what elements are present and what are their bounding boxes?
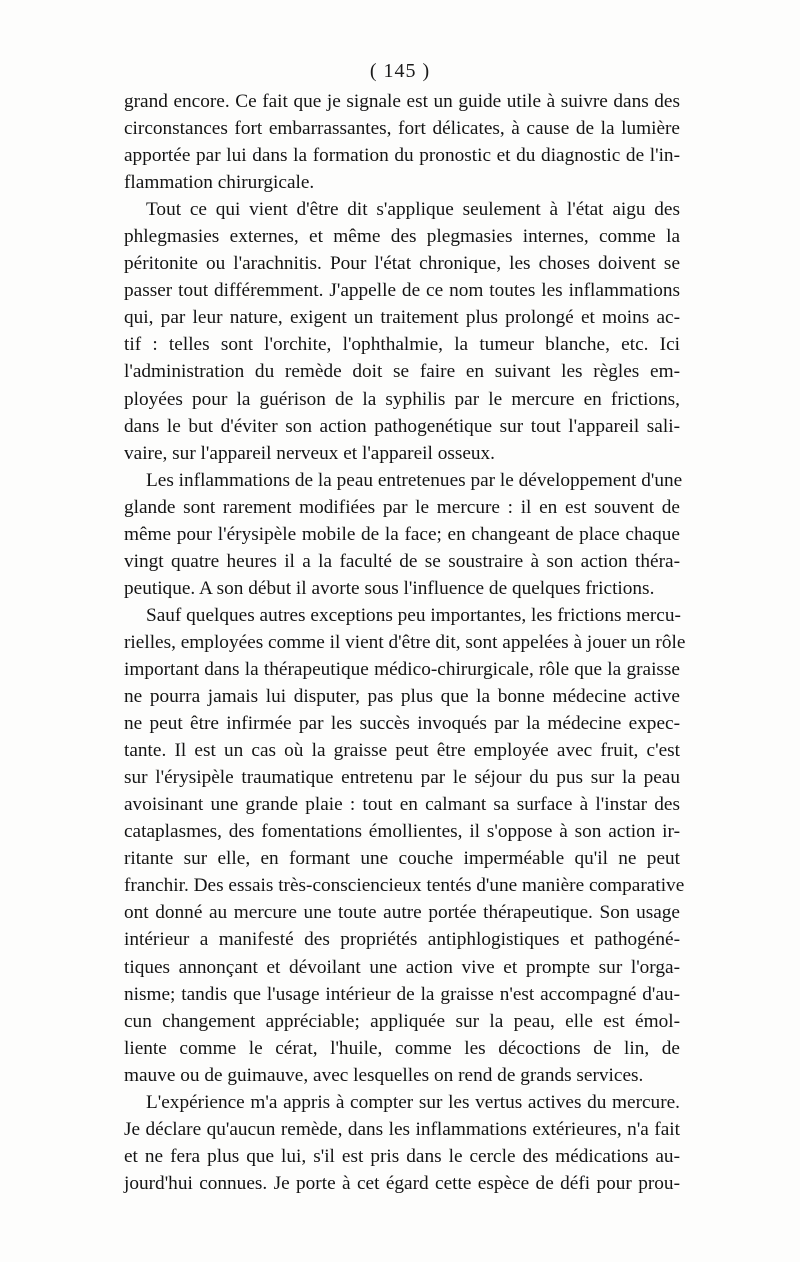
- text-line: Je déclare qu'aucun remède, dans les inflammations extérieures, n'a fait: [124, 1118, 680, 1140]
- text-line: nisme; tandis que l'usage intérieur de la graisse n'est accompagné d'au-: [124, 983, 680, 1005]
- page-number: ( 145 ): [369, 60, 431, 82]
- text-line: tif : telles sont l'orchite, l'ophthalmie, la tumeur blanche, etc. Ici: [124, 334, 680, 356]
- text-line: ne peut être infirmée par les succès invoqués par la médecine expec-: [124, 713, 680, 735]
- text-line: glande sont rarement modifiées par le mercure : il en est souvent de: [124, 496, 680, 518]
- text-line: qui, par leur nature, exigent un traitement plus prolongé et moins ac-: [124, 307, 680, 329]
- text-line: apportée par lui dans la formation du pronostic et du diagnostic de l'in-: [124, 145, 680, 167]
- text-line: jourd'hui connues. Je porte à cet égard cette espèce de défi pour prou-: [124, 1172, 680, 1194]
- text-line: dans le but d'éviter son action pathogenétique sur tout l'appareil sali-: [124, 415, 680, 437]
- body-text: [124, 88, 686, 1197]
- text-line: intérieur a manifesté des propriétés antiphlogistiques et pathogéné-: [124, 929, 680, 951]
- text-line: ritante sur elle, en formant une couche imperméable qu'il ne peut: [124, 848, 680, 870]
- text-line: l'administration du remède doit se faire en suivant les règles em-: [124, 361, 680, 383]
- text-line: mauve ou de guimauve, avec lesquelles on rend de grands services.: [124, 1064, 644, 1086]
- text-line: rielles, employées comme il vient d'être dit, sont appelées à jouer un rôle: [124, 631, 686, 653]
- text-line: tiques annonçant et dévoilant une action vive et prompte sur l'orga-: [124, 956, 680, 978]
- text-line: flammation chirurgicale.: [124, 172, 315, 194]
- text-line: Tout ce qui vient d'être dit s'applique seulement à l'état aigu des: [146, 199, 680, 221]
- text-line: vingt quatre heures il a la faculté de se soustraire à son action théra-: [124, 550, 680, 572]
- text-line: avoisinant une grande plaie : tout en calmant sa surface à l'instar des: [124, 794, 680, 816]
- text-line: cataplasmes, des fomentations émollientes, il s'oppose à son action ir-: [124, 821, 680, 843]
- text-line: ont donné au mercure une toute autre portée thérapeutique. Son usage: [124, 902, 680, 924]
- text-line: tante. Il est un cas où la graisse peut être employée avec fruit, c'est: [124, 740, 680, 762]
- text-line: ployées pour la guérison de la syphilis par le mercure en frictions,: [124, 388, 680, 410]
- text-line: franchir. Des essais très-consciencieux tentés d'une manière comparative: [124, 875, 685, 897]
- text-line: phlegmasies externes, et même des plegmasies internes, comme la: [124, 226, 680, 248]
- text-line: péritonite ou l'arachnitis. Pour l'état chronique, les choses doivent se: [124, 253, 680, 275]
- text-line: L'expérience m'a appris à compter sur les vertus actives du mercure.: [146, 1091, 680, 1113]
- text-line: cun changement appréciable; appliquée sur la peau, elle est émol-: [124, 1010, 680, 1032]
- text-line: sur l'érysipèle traumatique entretenu par le séjour du pus sur la peau: [124, 767, 680, 789]
- text-line: vaire, sur l'appareil nerveux et l'appareil osseux.: [124, 442, 496, 464]
- text-line: peutique. A son début il avorte sous l'influence de quelques frictions.: [124, 577, 655, 599]
- text-line: Les inflammations de la peau entretenues par le développement d'une: [146, 469, 683, 491]
- text-line: ne pourra jamais lui disputer, pas plus que la bonne médecine active: [124, 686, 680, 708]
- text-line: important dans la thérapeutique médico-chirurgicale, rôle que la graisse: [124, 658, 680, 680]
- text-line: circonstances fort embarrassantes, fort délicates, à cause de la lumière: [124, 118, 680, 140]
- text-line: grand encore. Ce fait que je signale est un guide utile à suivre dans des: [124, 91, 680, 112]
- text-line: même pour l'érysipèle mobile de la face; en changeant de place chaque: [124, 523, 680, 545]
- text-line: et ne fera plus que lui, s'il est pris dans le cercle des médications au-: [124, 1145, 680, 1167]
- text-line: Sauf quelques autres exceptions peu importantes, les frictions mercu-: [146, 604, 681, 626]
- text-line: liente comme le cérat, l'huile, comme les décoctions de lin, de: [124, 1037, 680, 1059]
- text-line: passer tout différemment. J'appelle de ce nom toutes les inflammations: [124, 280, 680, 302]
